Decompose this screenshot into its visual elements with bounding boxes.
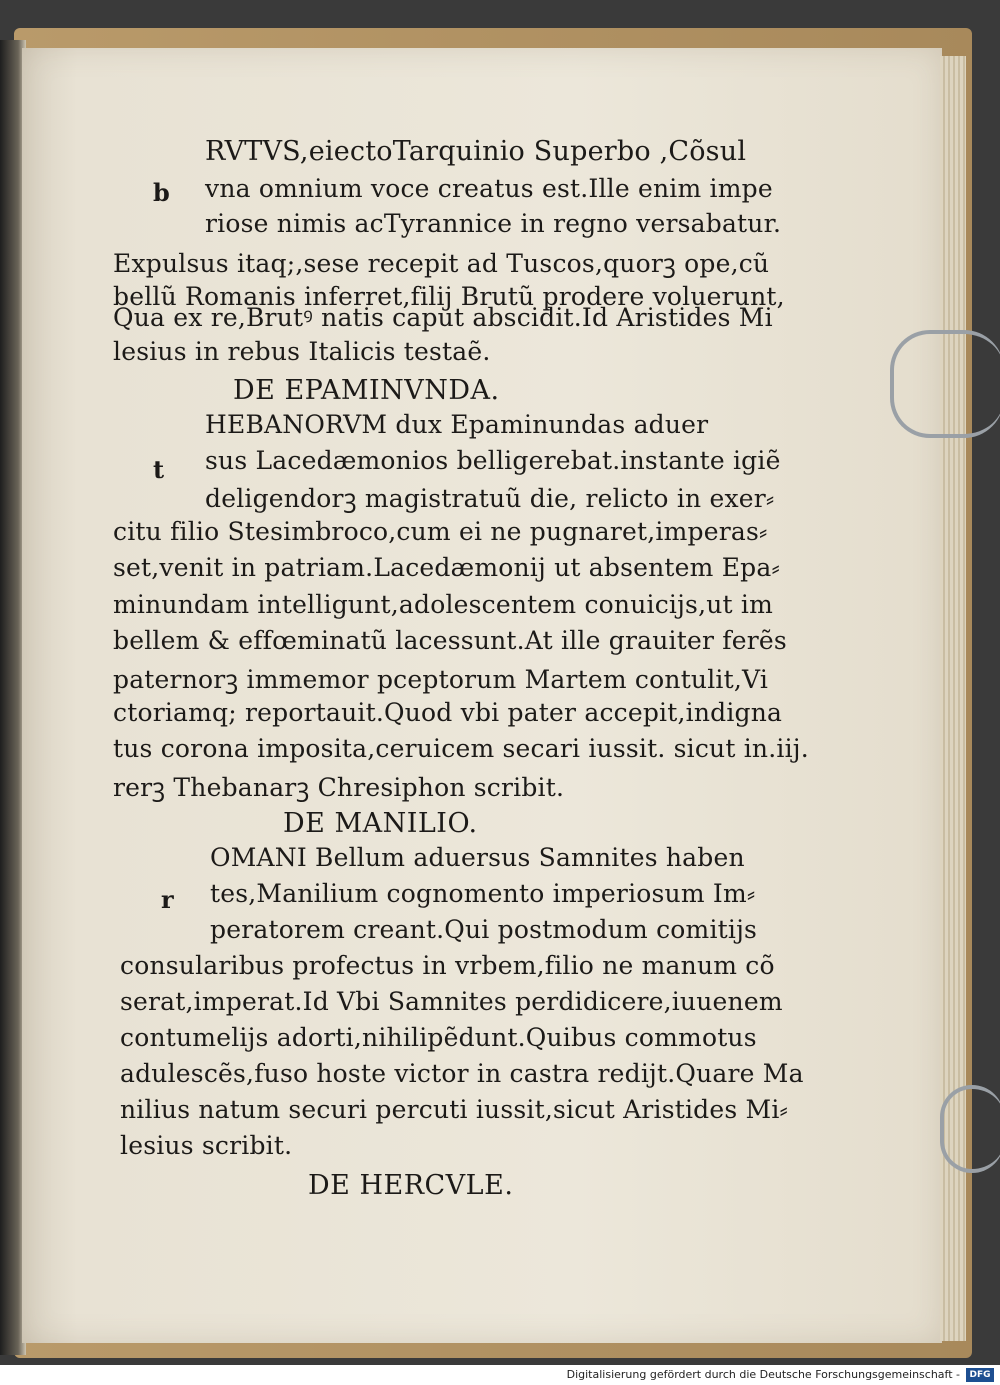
text-line: rerꝫ Thebanarꝫ Chresiphon scribit. — [113, 773, 565, 802]
text-line: serat,imperat.Id Vbi Samnites perdidicere,iuuenem — [120, 987, 783, 1016]
text-line: paternorꝫ immemor pceptorum Martem contulit,Vi — [113, 665, 769, 694]
text-line: tus corona imposita,ceruicem secari iussit. sicut in.iij. — [113, 734, 809, 763]
section-heading: DE HERCVLE. — [308, 1170, 514, 1201]
text-line: HEBANORVM dux Epaminundas aduer — [205, 410, 709, 439]
text-line: lesius in rebus Italicis testaẽ. — [113, 337, 491, 366]
dfg-logo-icon: DFG — [966, 1368, 994, 1382]
text-line: Qua ex re,Brutꝰ natis caput abscidit.Id Aristides Mi — [113, 303, 773, 332]
text-line: contumelijs adorti,nihilipẽdunt.Quibus commotus — [120, 1023, 757, 1052]
text-line: ctoriamq; reportauit.Quod vbi pater accepit,indigna — [113, 698, 783, 727]
text-line: minundam intelligunt,adolescentem conuicijs,ut im — [113, 590, 774, 619]
section-heading: DE MANILIO. — [283, 808, 478, 839]
text-line: sus Lacedæmonios belligerebat.instante igiẽ — [205, 446, 781, 475]
text-line: bellem & effœminatũ lacessunt.At ille grauiter ferẽs — [113, 626, 787, 655]
text-line: set,venit in patriam.Lacedæmonij ut absentem Epa⸗ — [113, 553, 780, 582]
text-line: RVTVS,eiectoTarquinio Superbo ,Cõsul — [205, 136, 747, 167]
marginal-initial: t — [153, 455, 165, 484]
text-line: adulescẽs,fuso hoste victor in castra redijt.Quare Ma — [120, 1059, 804, 1088]
footer-bar — [0, 1365, 1000, 1385]
text-line: riose nimis acTyrannice in regno versabatur. — [205, 209, 782, 238]
text-line: citu filio Stesimbroco,cum ei ne pugnaret,imperas⸗ — [113, 517, 768, 546]
text-line: tes,Manilium cognomento imperiosum Im⸗ — [210, 879, 756, 908]
section-heading: DE EPAMINVNDA. — [233, 375, 500, 406]
text-line: nilius natum securi percuti iussit,sicut Aristides Mi⸗ — [120, 1095, 789, 1124]
text-line: peratorem creant.Qui postmodum comitijs — [210, 915, 758, 944]
marginal-initial: b — [153, 178, 170, 207]
text-line: vna omnium voce creatus est.Ille enim impe — [205, 174, 773, 203]
marginal-initial: r — [161, 885, 174, 914]
footer-credit: Digitalisierung gefördert durch die Deutsche Forschungsgemeinschaft - — [566, 1368, 960, 1381]
text-line: deligendorꝫ magistratuũ die, relicto in exer⸗ — [205, 484, 775, 513]
text-line: lesius scribit. — [120, 1131, 293, 1160]
text-line: OMANI Bellum aduersus Samnites haben — [210, 843, 745, 872]
text-line: Expulsus itaq;,sese recepit ad Tuscos,quorꝫ ope,cũ — [113, 249, 770, 278]
text-line: consularibus profectus in vrbem,filio ne manum cõ — [120, 951, 775, 980]
text-line: bellũ Romanis inferret,filij Brutũ prodere voluerunt, — [113, 282, 785, 311]
